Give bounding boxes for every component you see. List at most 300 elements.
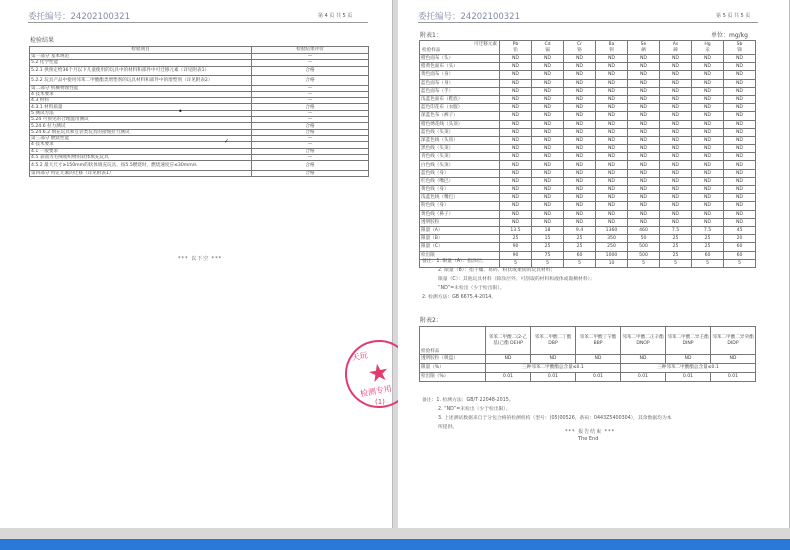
value-cell: ND: [628, 95, 660, 103]
test-item-cell: 5.24.6 拉力测试: [30, 123, 252, 129]
value-cell: ND: [692, 145, 724, 153]
sample-name-cell: 限量（A）: [420, 226, 500, 234]
table-row: [420, 112, 756, 120]
value-cell: ND: [532, 161, 564, 169]
value-cell: ND: [532, 153, 564, 161]
value-cell: ND: [532, 79, 564, 87]
phthalate-header: 邻苯二甲酸二(2-乙基)己酯 DEHP: [486, 327, 531, 355]
element-symbol: Sb: [736, 42, 743, 48]
value-cell: ND: [500, 136, 532, 144]
value-cell: ND: [724, 218, 756, 226]
value-cell: 0.01: [486, 373, 531, 382]
value-cell: 5: [660, 259, 692, 267]
value-cell: ND: [564, 128, 596, 136]
value-cell: ND: [628, 71, 660, 79]
value-cell: ND: [564, 194, 596, 202]
result-cell: 合格: [252, 76, 369, 86]
value-cell: 500: [628, 251, 660, 259]
value-cell: ND: [596, 145, 628, 153]
table-row: [30, 66, 369, 76]
value-cell: ND: [500, 104, 532, 112]
table-row: [420, 186, 756, 194]
result-cell: 合格: [252, 104, 369, 110]
test-item-cell: 4.3.1 材料质量: [30, 104, 252, 110]
value-cell: ND: [711, 355, 756, 364]
element-name: 硒: [641, 47, 646, 53]
value-cell: 25: [660, 243, 692, 251]
result-cell: —: [252, 91, 369, 97]
value-cell: ND: [500, 169, 532, 177]
value-cell: ND: [576, 355, 621, 364]
sample-name-cell: 深蓝色布（裤子）: [420, 112, 500, 120]
value-cell: 1360: [596, 226, 628, 234]
value-cell: ND: [666, 355, 711, 364]
element-name: 锑: [737, 47, 742, 53]
value-cell: ND: [660, 136, 692, 144]
element-symbol: Se: [640, 42, 647, 48]
value-cell: ND: [596, 153, 628, 161]
sample-name-cell: 限量（C）: [420, 243, 500, 251]
value-cell: ND: [532, 55, 564, 63]
result-cell: 合格: [252, 123, 369, 129]
value-cell: ND: [596, 177, 628, 185]
result-cell: —: [252, 54, 369, 60]
note-line: 备注：1. 检测方法：GB/T 22048-2015。: [422, 398, 514, 403]
table-row: [420, 136, 756, 144]
entrust-number: 委托编号：24202100321: [418, 12, 520, 22]
value-cell: ND: [596, 120, 628, 128]
header-divider: [28, 22, 368, 23]
sample-name-cell: 橙色绣花线（头顶）: [420, 120, 500, 128]
value-cell: ND: [628, 136, 660, 144]
appendix-1-notes: [422, 257, 595, 302]
value-cell: ND: [532, 177, 564, 185]
value-cell: ND: [724, 112, 756, 120]
limit-value-cell: 三种邻苯二甲酸酯总含量≤0.1: [621, 364, 756, 373]
test-item-cell: 4.5 表面为毛绒或织物的软体填充玩具: [30, 154, 252, 160]
value-cell: ND: [500, 79, 532, 87]
pen-mark: •: [178, 107, 183, 116]
table-row: [30, 161, 369, 171]
value-cell: ND: [692, 63, 724, 71]
value-cell: ND: [692, 112, 724, 120]
value-cell: ND: [532, 194, 564, 202]
test-item-cell: 5.2.1 供预定给36个月以下儿童使用的玩具中的材料和部件中可迁移元素（详见附表1）: [30, 66, 252, 76]
value-cell: ND: [724, 145, 756, 153]
sample-name-cell: 黄色线（身）: [420, 186, 500, 194]
result-cell: 合格: [252, 161, 369, 171]
value-cell: ND: [628, 202, 660, 210]
value-cell: ND: [596, 186, 628, 194]
element-header: [660, 41, 692, 55]
element-name: 铬: [577, 47, 582, 53]
section-title: 检验结果: [30, 37, 55, 44]
value-cell: ND: [500, 71, 532, 79]
test-item-cell: 第二部分 机械物理性能: [30, 85, 252, 91]
element-name: 铅: [513, 47, 518, 53]
element-symbol: Pb: [512, 42, 519, 48]
value-cell: ND: [724, 136, 756, 144]
value-cell: ND: [724, 194, 756, 202]
element-header: [532, 41, 564, 55]
value-cell: ND: [628, 153, 660, 161]
value-cell: ND: [628, 161, 660, 169]
value-cell: ND: [532, 95, 564, 103]
sample-name-cell: 浅蓝色面布（鞋底）: [420, 95, 500, 103]
value-cell: ND: [724, 169, 756, 177]
value-cell: ND: [564, 87, 596, 95]
value-cell: ND: [724, 161, 756, 169]
test-item-cell: 第三部分 燃烧性能: [30, 135, 252, 141]
sample-name-cell: 限量（B）: [420, 235, 500, 243]
value-cell: 75: [532, 251, 564, 259]
value-cell: ND: [564, 145, 596, 153]
value-cell: ND: [564, 71, 596, 79]
value-cell: 60: [724, 243, 756, 251]
value-cell: ND: [724, 120, 756, 128]
table-row: [420, 169, 756, 177]
value-cell: ND: [596, 210, 628, 218]
value-cell: 25: [564, 243, 596, 251]
note-line: 备注：1. 限量（A）：指涂层；: [422, 259, 487, 264]
value-cell: 25: [660, 235, 692, 243]
value-cell: ND: [628, 145, 660, 153]
value-cell: ND: [628, 120, 660, 128]
value-cell: 10: [596, 259, 628, 267]
sample-name-cell: 深蓝色线（头顶）: [420, 136, 500, 144]
table-row: [420, 87, 756, 95]
value-cell: ND: [660, 79, 692, 87]
element-name: 镉: [545, 47, 550, 53]
element-header: [628, 41, 660, 55]
value-cell: ND: [692, 153, 724, 161]
value-cell: ND: [564, 169, 596, 177]
value-cell: 18: [532, 226, 564, 234]
table-row: [420, 243, 756, 251]
value-cell: ND: [724, 153, 756, 161]
value-cell: ND: [628, 87, 660, 95]
sample-name-cell: 粉色线（身）: [420, 202, 500, 210]
note-line: 3. 上述测试数据来自于分包合格的检测机构（型号：(05)00526，条码：0443Z5400304），其余数据均为本: [438, 416, 672, 421]
element-name: 钡: [609, 47, 614, 53]
value-cell: 5: [724, 259, 756, 267]
value-cell: ND: [532, 120, 564, 128]
value-cell: ND: [692, 177, 724, 185]
value-cell: 90: [500, 251, 532, 259]
value-cell: ND: [724, 128, 756, 136]
test-item-cell: 第四部分 特定元素的迁移（详见附表1）: [30, 170, 252, 176]
appendix-2-caption: 附表2：: [420, 317, 442, 324]
value-cell: 15: [532, 235, 564, 243]
result-cell: —: [252, 154, 369, 160]
element-symbol: Hg: [704, 42, 711, 48]
value-cell: 0.01: [666, 373, 711, 382]
check-mark: ✓: [224, 138, 230, 145]
value-cell: ND: [724, 63, 756, 71]
table-header-row: [420, 41, 756, 55]
page-number: 第 5 页 共 5 页: [716, 13, 751, 19]
value-cell: ND: [660, 87, 692, 95]
value-cell: ND: [621, 355, 666, 364]
value-cell: 0.01: [531, 373, 576, 382]
value-cell: 7.5: [692, 226, 724, 234]
value-cell: ND: [500, 161, 532, 169]
value-cell: ND: [660, 63, 692, 71]
corner-header: 检验样品: [420, 327, 486, 355]
value-cell: ND: [596, 194, 628, 202]
value-cell: ND: [660, 153, 692, 161]
value-cell: ND: [628, 218, 660, 226]
value-cell: 0.01: [576, 373, 621, 382]
value-cell: ND: [596, 202, 628, 210]
value-cell: ND: [660, 202, 692, 210]
value-cell: ND: [660, 210, 692, 218]
value-cell: ND: [660, 218, 692, 226]
value-cell: ND: [500, 120, 532, 128]
column-header: 检验结果评价: [252, 47, 369, 54]
table-row: [420, 218, 756, 226]
value-cell: ND: [692, 161, 724, 169]
value-cell: ND: [692, 128, 724, 136]
value-cell: ND: [724, 186, 756, 194]
value-cell: 5: [500, 259, 532, 267]
table-row: [420, 194, 756, 202]
value-cell: ND: [692, 55, 724, 63]
phthalate-header: 邻苯二甲酸二异壬酯 DINP: [666, 327, 711, 355]
value-cell: ND: [564, 112, 596, 120]
value-cell: ND: [692, 120, 724, 128]
value-cell: ND: [692, 79, 724, 87]
value-cell: ND: [596, 104, 628, 112]
seal-top-text: 天玩: [351, 350, 369, 363]
value-cell: 1000: [596, 251, 628, 259]
test-item-cell: 4.1 一般要求: [30, 148, 252, 154]
value-cell: ND: [532, 104, 564, 112]
value-cell: 25: [660, 251, 692, 259]
value-cell: ND: [500, 128, 532, 136]
value-cell: ND: [660, 112, 692, 120]
value-cell: 5: [564, 259, 596, 267]
note-line: “ND”=未检出（少于检出限）。: [438, 286, 505, 291]
test-item-cell: 5.24.6.2 填充玩具和豆袋类玩具的接缝拉力测试: [30, 129, 252, 135]
value-cell: ND: [660, 104, 692, 112]
table-row: [420, 226, 756, 234]
result-cell: 合格: [252, 129, 369, 135]
value-cell: ND: [628, 186, 660, 194]
value-cell: ND: [660, 169, 692, 177]
value-cell: ND: [596, 161, 628, 169]
value-cell: ND: [500, 186, 532, 194]
appendix-1-caption: 附表1：: [420, 32, 442, 39]
table-row: [420, 177, 756, 185]
value-cell: ND: [692, 169, 724, 177]
migratable-elements-table: [419, 40, 756, 268]
value-cell: ND: [692, 210, 724, 218]
note-line: 2. 检测方法：GB 6675.4-2014。: [422, 295, 497, 300]
limit-row: [420, 364, 756, 373]
note-line: 2. 限量（B）：指干燥、易碎、粉状或柔韧的玩具材料；: [438, 268, 556, 273]
value-cell: ND: [660, 128, 692, 136]
limit-label-cell: 限量（%）: [420, 364, 486, 373]
element-name: 砷: [673, 47, 678, 53]
value-cell: ND: [628, 194, 660, 202]
value-cell: ND: [486, 355, 531, 364]
value-cell: ND: [596, 95, 628, 103]
value-cell: 5: [532, 259, 564, 267]
test-item-cell: 第一部分 基本规范: [30, 54, 252, 60]
value-cell: ND: [692, 218, 724, 226]
value-cell: ND: [724, 79, 756, 87]
sample-name-cell: 蓝色印花布（衣服）: [420, 104, 500, 112]
value-cell: 460: [628, 226, 660, 234]
value-cell: 25: [500, 235, 532, 243]
table-row: [420, 161, 756, 169]
table-row: [420, 153, 756, 161]
value-cell: ND: [532, 63, 564, 71]
value-cell: ND: [724, 87, 756, 95]
result-cell: —: [252, 117, 369, 123]
value-cell: ND: [596, 71, 628, 79]
test-item-cell: 5 测试方法: [30, 110, 252, 116]
element-symbol: Cr: [576, 42, 583, 48]
value-cell: ND: [628, 55, 660, 63]
sample-name-cell: 黄色面布（身）: [420, 71, 500, 79]
value-cell: ND: [500, 210, 532, 218]
value-cell: ND: [500, 145, 532, 153]
result-cell: 合格: [252, 66, 369, 76]
value-cell: ND: [596, 218, 628, 226]
value-cell: ND: [660, 145, 692, 153]
value-cell: ND: [564, 63, 596, 71]
test-item-cell: 4.5.2 最大尺寸≥150mm的软体填充玩具，按5.5燃烧时，燃烧速度应≤30mm/s: [30, 161, 252, 171]
value-cell: ND: [596, 87, 628, 95]
column-header: 检验项目: [30, 47, 252, 54]
element-header: [500, 41, 532, 55]
table-row: [420, 210, 756, 218]
value-cell: ND: [628, 79, 660, 87]
page-number: 第 4 页 共 5 页: [318, 13, 353, 19]
value-cell: ND: [500, 177, 532, 185]
test-item-cell: 4.3 材料: [30, 98, 252, 104]
value-cell: ND: [500, 87, 532, 95]
value-cell: ND: [660, 55, 692, 63]
value-cell: ND: [724, 55, 756, 63]
table-row: [30, 76, 369, 86]
table-row: [420, 120, 756, 128]
value-cell: ND: [692, 71, 724, 79]
limit-value-cell: 三种邻苯二甲酸酯总含量≤0.1: [486, 364, 621, 373]
result-cell: —: [252, 135, 369, 141]
value-cell: ND: [564, 136, 596, 144]
value-cell: ND: [532, 218, 564, 226]
seal-bottom-text: 检测专用: [359, 384, 393, 399]
value-cell: ND: [564, 79, 596, 87]
value-cell: ND: [596, 112, 628, 120]
value-cell: ND: [596, 79, 628, 87]
note-line: 2. “ND”=未检出（少于检出限）。: [438, 407, 511, 412]
value-cell: ND: [628, 169, 660, 177]
value-cell: ND: [724, 202, 756, 210]
value-cell: 60: [564, 251, 596, 259]
phthalate-header: 邻苯二甲酸二丁酯 DBP: [531, 327, 576, 355]
value-cell: ND: [564, 104, 596, 112]
value-cell: ND: [532, 186, 564, 194]
value-cell: 9.4: [564, 226, 596, 234]
test-item-cell: 4 技术要求: [30, 91, 252, 97]
table-header-row: [30, 47, 369, 54]
table-row: [420, 145, 756, 153]
value-cell: 500: [628, 243, 660, 251]
table-header-row: [420, 327, 756, 355]
sample-name-cell: 蓝色线（头顶）: [420, 128, 500, 136]
value-cell: ND: [564, 55, 596, 63]
value-cell: ND: [724, 104, 756, 112]
corner-bottom-label: 检验样品: [422, 47, 441, 53]
value-cell: ND: [500, 218, 532, 226]
table-row: [420, 235, 756, 243]
test-item-cell: 5.24 可预见的合理滥用测试: [30, 117, 252, 123]
result-cell: —: [252, 60, 369, 66]
value-cell: ND: [660, 186, 692, 194]
test-item-cell: 5.2.2 玩具产品中使用邻苯二甲酸酯类增塑剂的玩具材料和部件中的增塑剂（详见附表2）: [30, 76, 252, 86]
value-cell: 50: [628, 235, 660, 243]
value-cell: ND: [532, 210, 564, 218]
report-end-mark: *** 报告结束 ***: [565, 429, 616, 435]
sample-name-cell: 橙色面布（头）: [420, 55, 500, 63]
table-row: [420, 355, 756, 364]
result-cell: —: [252, 142, 369, 148]
phthalate-header: 邻苯二甲酸丁苄酯 BBP: [576, 327, 621, 355]
value-cell: 250: [596, 243, 628, 251]
inspection-results-table: [29, 46, 369, 177]
value-cell: ND: [564, 218, 596, 226]
value-cell: ND: [692, 136, 724, 144]
sample-name-cell: 黑色线（头顶）: [420, 145, 500, 153]
result-cell: —: [252, 98, 369, 104]
sample-name-cell: 蓝色面布（身）: [420, 79, 500, 87]
value-cell: 5: [628, 259, 660, 267]
note-line: 限量（C）：其他玩具材料（除涂层外、可刮取的材料和液体或黏稠材料）；: [438, 277, 595, 282]
note-line: 所提供。: [438, 425, 458, 430]
value-cell: ND: [692, 194, 724, 202]
sample-name-cell: 浅蓝色线（嘴巴）: [420, 194, 500, 202]
value-cell: ND: [531, 355, 576, 364]
table-row: [420, 104, 756, 112]
value-cell: 45: [724, 226, 756, 234]
value-cell: ND: [628, 177, 660, 185]
value-cell: ND: [596, 63, 628, 71]
value-cell: ND: [628, 112, 660, 120]
sample-name-cell: 检出限（%）: [420, 373, 486, 382]
value-cell: ND: [500, 153, 532, 161]
test-item-cell: 5.2 化学性能: [30, 60, 252, 66]
sample-name-cell: 青色线（头顶）: [420, 153, 500, 161]
value-cell: 0.01: [621, 373, 666, 382]
table-row: [420, 373, 756, 382]
element-header: [596, 41, 628, 55]
value-cell: ND: [596, 128, 628, 136]
element-symbol: Cd: [544, 42, 551, 48]
corner-header: [420, 41, 500, 55]
value-cell: ND: [692, 104, 724, 112]
phthalates-table: [419, 326, 756, 382]
table-row: [420, 71, 756, 79]
table-row: [420, 95, 756, 103]
unit-label: 单位：mg/kg: [711, 32, 748, 39]
value-cell: 90: [500, 243, 532, 251]
entrust-number: 委托编号：24202100321: [28, 12, 130, 22]
value-cell: ND: [724, 177, 756, 185]
